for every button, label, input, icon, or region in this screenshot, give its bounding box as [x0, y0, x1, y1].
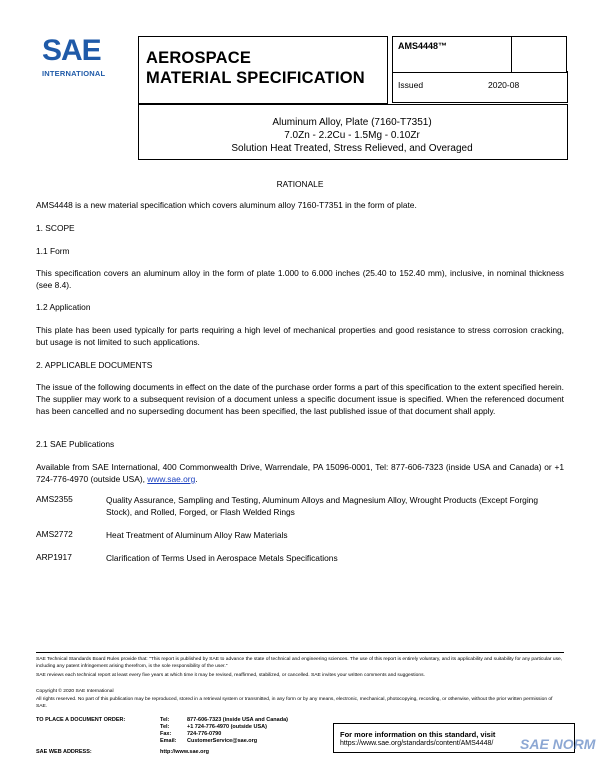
section-1-heading: 1. SCOPE	[36, 223, 75, 233]
rationale-heading: RATIONALE	[276, 179, 324, 189]
doc-number: AMS4448™	[398, 41, 448, 51]
section-2-1-text	[36, 461, 564, 485]
subtitle-line-2: 7.0Zn - 2.2Cu - 1.5Mg - 0.10Zr	[284, 130, 420, 141]
web-address[interactable]: http://www.sae.org	[160, 749, 209, 755]
ref-text: Heat Treatment of Aluminum Alloy Raw Materials	[106, 530, 288, 540]
subtitle	[138, 116, 566, 155]
email-label: Email:	[160, 738, 177, 744]
logo-subtext: INTERNATIONAL	[42, 69, 106, 78]
tel-outside: +1 724-776-4970 (outside USA)	[187, 724, 267, 730]
sae-website-link[interactable]: www.sae.org	[147, 474, 196, 484]
footer-divider	[36, 652, 564, 653]
document-type-title	[146, 48, 365, 88]
rationale-text: AMS4448 is a new material specification which covers aluminum alloy 7160-T7351 in the form of plate.	[36, 200, 417, 210]
fax-number: 724-776-0790	[187, 731, 222, 737]
ref-code: AMS2355	[36, 494, 73, 504]
subtitle-line-3: Solution Heat Treated, Stress Relieved, and Overaged	[231, 143, 473, 154]
period: .	[195, 474, 198, 484]
subtitle-line-1: Aluminum Alloy, Plate (7160-T7351)	[272, 117, 432, 128]
more-info-heading: For more information on this standard, visit	[340, 730, 496, 739]
ref-text: Clarification of Terms Used in Aerospace Metals Specifications	[106, 553, 338, 563]
tel-label: Tel:	[160, 717, 170, 723]
doc-number-box-extra	[510, 36, 567, 73]
sae-address-text: Available from SAE International, 400 Commonwealth Drive, Warrendale, PA 15096-0001, Tel: 877-606-7323 (inside USA and Canada) or +1 724-776-4970 (outside USA),	[36, 462, 564, 484]
footer-copyright: Copyright © 2020 SAE International	[36, 689, 114, 694]
footer-review-text: SAE reviews each technical report at least every five years at which time it may be revised, reaffirmed, stabilized, or cancelled. SAE invites your written comments and suggestions.	[36, 673, 425, 678]
more-info-link[interactable]: https://www.sae.org/standards/content/AMS4448/	[340, 740, 494, 747]
section-1-1-text: This specification covers an aluminum alloy in the form of plate 1.000 to 6.000 inches (25.40 to 152.40 mm), inclusive, in nominal thickness (see 8.4).	[36, 268, 564, 290]
ref-code: ARP1917	[36, 552, 72, 562]
logo-text: SAE	[42, 34, 101, 67]
tel2-label: Tel:	[160, 724, 170, 730]
section-2-text: The issue of the following documents in effect on the date of the purchase order forms a part of this specification to the extent specified herein. The supplier may work to a subsequent revision of a document unless a specific document issue is specified. When the referenced document has been cancelled and no superseding document has been specified, the last published issue of that document shall apply.	[36, 382, 564, 416]
sae-logo	[36, 36, 128, 82]
ref-code: AMS2772	[36, 529, 73, 539]
order-label: TO PLACE A DOCUMENT ORDER:	[36, 717, 126, 723]
section-2-1-heading: 2.1 SAE Publications	[36, 439, 115, 449]
footer-rights-text: All rights reserved. No part of this publication may be reproduced, stored in a retrieval system or transmitted, in any form or by any means, electronic, mechanical, photocopying, recording, or otherwise, without the prior written permission of SAE.	[36, 697, 553, 709]
section-1-2-heading: 1.2 Application	[36, 302, 91, 312]
web-label: SAE WEB ADDRESS:	[36, 749, 92, 755]
section-1-2-text: This plate has been used typically for parts requiring a high level of mechanical properties and good resistance to stress corrosion cracking, but usage is not limited to such applications.	[36, 325, 564, 347]
email-address[interactable]: CustomerService@sae.org	[187, 738, 258, 744]
title-line-2: MATERIAL SPECIFICATION	[146, 69, 365, 87]
footer-rules-text: SAE Technical Standards Board Rules provide that: "This report is published by SAE to advance the state of technical and engineering sciences. The use of this report is entirely voluntary, and its applicability and suitability for any particular use, including any patent infringement arising therefrom, is the sole responsibility of the user."	[36, 657, 563, 669]
fax-label: Fax:	[160, 731, 172, 737]
issued-label: Issued	[398, 80, 424, 90]
issued-date: 2020-08	[488, 80, 520, 90]
section-1-1-heading: 1.1 Form	[36, 246, 70, 256]
section-2-heading: 2. APPLICABLE DOCUMENTS	[36, 360, 153, 370]
ref-text: Quality Assurance, Sampling and Testing, Aluminum Alloys and Magnesium Alloy, Wrought Products (Except Forging Stock), and Rolled, Forged, or Flash Welded Rings	[106, 495, 538, 517]
watermark: SAE NORM	[520, 736, 596, 752]
tel-inside: 877-606-7323 (inside USA and Canada)	[187, 717, 288, 723]
title-line-1: AEROSPACE	[146, 49, 252, 67]
